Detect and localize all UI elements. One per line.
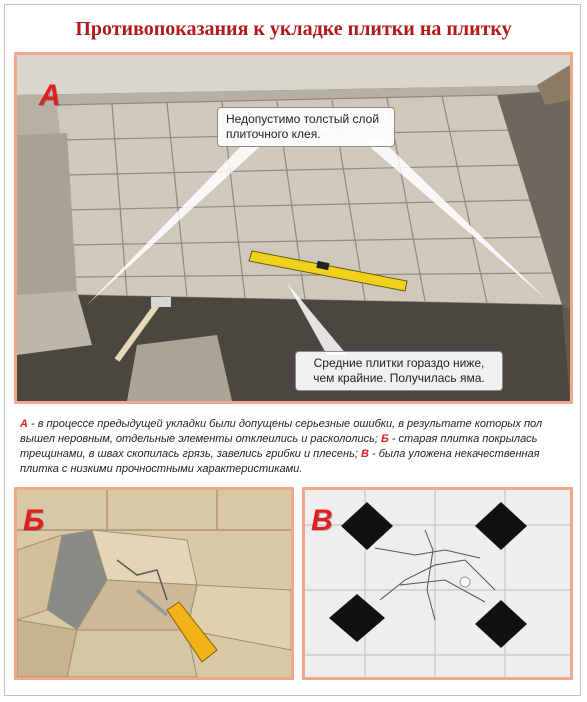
callout-middle-tiles-lower <box>295 351 503 391</box>
callout-middle-tiles-lower-line2: чем крайние. Получилась яма. <box>313 371 485 385</box>
caption-letter-b: Б <box>380 433 389 445</box>
photo-b <box>14 487 294 680</box>
caption-text-a: - в процессе предыдущей укладки были допущены серьезные ошибки, в результате которых пол вышел неровным, отдельные элементы отклеились и раскололись; <box>20 418 543 445</box>
photo-a <box>14 52 573 404</box>
photo-c <box>302 487 573 680</box>
caption-text-c: - была уложена некачественная плитка с низкими прочностными характеристиками. <box>20 448 540 475</box>
caption-letter-a: А <box>20 418 28 430</box>
callout-thick-adhesive-line2: плиточного клея. <box>226 127 321 141</box>
callout-thick-adhesive-line1: Недопустимо толстый слой <box>226 112 380 126</box>
page-title: Противопоказания к укладке плитки на плитку <box>75 18 512 40</box>
photo-b-image <box>17 490 291 677</box>
caption-letter-c: В <box>360 448 369 460</box>
photo-c-letter: В <box>311 504 333 537</box>
caption <box>20 417 570 477</box>
callout-middle-tiles-lower-line1: Средние плитки гораздо ниже, <box>313 356 485 370</box>
photo-b-letter: Б <box>23 504 45 537</box>
caption-text-b: - старая плитка покрылась трещинами, в швах скопилась грязь, завелись грибки и плесень; <box>20 433 538 460</box>
photo-c-image <box>305 490 570 677</box>
callout-thick-adhesive <box>217 107 395 147</box>
photo-a-letter: А <box>39 79 61 112</box>
